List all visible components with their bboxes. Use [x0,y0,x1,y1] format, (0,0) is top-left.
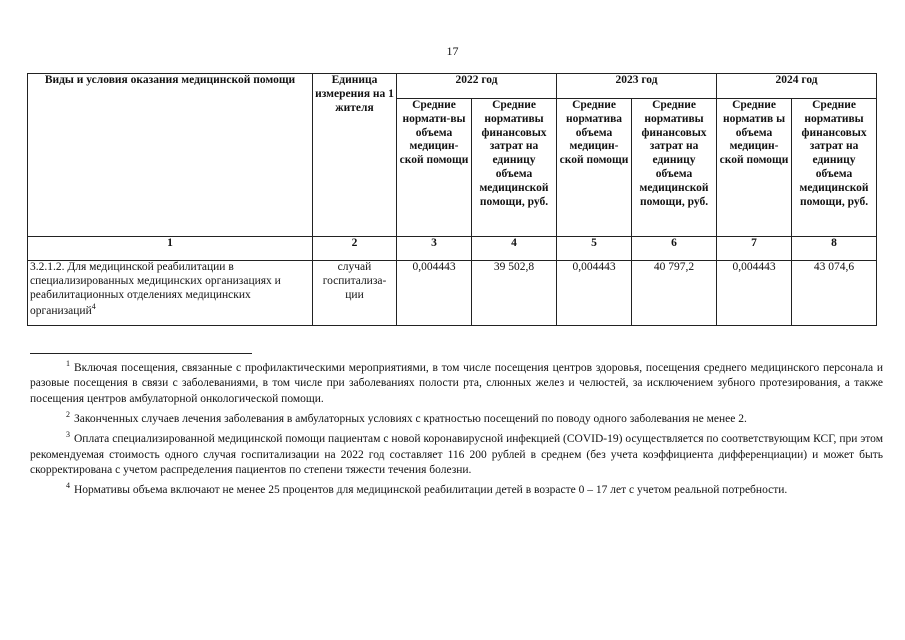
footnote-divider [30,353,252,354]
footnote-text: Законченных случаев лечения заболевания в амбулаторных условиях с кратностью посещений по поводу одного заболевания не менее 2. [74,412,747,425]
column-number: 4 [472,237,557,261]
column-number: 2 [313,237,397,261]
value-volume-2022: 0,004443 [397,261,472,326]
header-volume-2022: Средние нормати-вы объема медицин-ской помощи [397,99,472,237]
header-cost-2022: Средние нормативы финансовых затрат на единицу объема медицинской помощи, руб. [472,99,557,237]
value-cost-2024: 43 074,6 [792,261,877,326]
footnote-mark: 2 [66,410,70,420]
header-volume-2023: Средние норматива объема медицин-ской помощи [557,99,632,237]
header-cost-2024: Средние нормативы финансовых затрат на единицу объема медицинской помощи, руб. [792,99,877,237]
footnote-mark: 1 [66,359,70,368]
value-volume-2024: 0,004443 [717,261,792,326]
column-number: 5 [557,237,632,261]
table-row [28,261,877,326]
row-label-text: 3.2.1.2. Для медицинской реабилитации в специализированных медицинских организациях и реабилитационных отделениях медицинских организаций [30,261,281,318]
column-number: 3 [397,237,472,261]
column-number: 8 [792,237,877,261]
footnote-ref: 4 [91,302,96,312]
header-year-2023: 2023 год [557,74,717,99]
value-volume-2023: 0,004443 [557,261,632,326]
footnote-1 [30,356,883,407]
header-cost-2023: Средние нормативы финансовых затрат на единицу объема медицинской помощи, руб. [632,99,717,237]
norms-table [27,73,877,326]
footnote-4 [30,478,883,498]
column-number-row [28,237,877,261]
column-number: 7 [717,237,792,261]
header-unit: Единица измерения на 1 жителя [313,74,397,237]
header-year-2022: 2022 год [397,74,557,99]
row-unit: случай госпитализа-ции [313,261,397,326]
footnote-2 [30,407,883,427]
header-year-2024: 2024 год [717,74,877,99]
header-type: Виды и условия оказания медицинской помощи [28,74,313,237]
page-number: 17 [446,44,459,58]
footnote-3 [30,427,883,478]
footnote-text: Включая посещения, связанные с профилактическими мероприятиями, в том числе посещения центров здоровья, посещения среднего медицинского персонала и разовые посещения в связи с заболеваниями, в том числе при заболеваниях полости рта, слюнных желез и челюстей, за исключением зубного протезирования, а также посещения центров амбулаторной онкологической помощи. [30,361,883,405]
column-number: 6 [632,237,717,261]
value-cost-2022: 39 502,8 [472,261,557,326]
row-label [28,261,313,326]
footnote-mark: 4 [66,481,70,491]
value-cost-2023: 40 797,2 [632,261,717,326]
footnote-text: Нормативы объема включают не менее 25 процентов для медицинской реабилитации детей в возрасте 0 – 17 лет с учетом реальной потребности. [74,484,788,497]
footnotes [30,356,883,499]
header-volume-2024: Средние норматив ы объема медицин-ской помощи [717,99,792,237]
footnote-text: Оплата специализированной медицинской помощи пациентам с новой коронавирусной инфекцией (COVID-19) осуществляется по соответствующим КСГ, при этом рекомендуемая стоимость одного случая госпитализации на 2022 год составляет 116 200 рублей в среднем (без учета коэффициента дифференциации) и может быть скорректирована с учетом распределения пациентов по степени тяжести течения болезни. [30,433,883,476]
column-number: 1 [28,237,313,261]
footnote-mark: 3 [66,430,70,440]
